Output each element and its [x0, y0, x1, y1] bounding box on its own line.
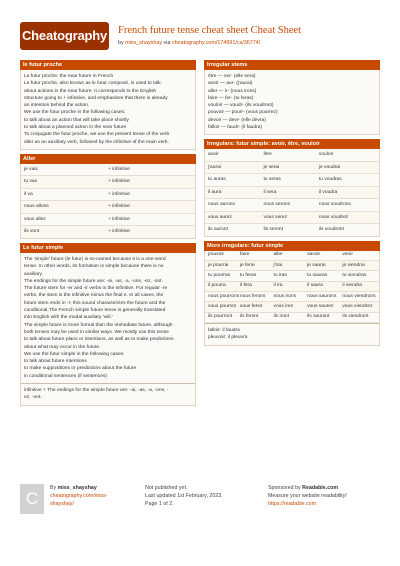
table-cell: + infinitive	[108, 166, 130, 172]
section-futur-proche	[20, 60, 196, 150]
table-row	[21, 226, 195, 238]
table-row	[205, 212, 379, 225]
table-row	[205, 187, 379, 200]
table-cell: nous voudrez	[318, 214, 349, 220]
text-line: The 'simple' future (le futur) is so-named because it is a one-word	[24, 256, 166, 262]
column-header: venir	[342, 252, 353, 258]
text-line: faire — fer- (tu feras)	[208, 95, 254, 101]
table-cell: + infinitive	[108, 229, 130, 235]
section-heading: Irregular stems	[204, 60, 380, 70]
text-line: structure going to + infinitive, and emphasises that there is already	[24, 95, 168, 101]
footer-author-name: miss_shayshay	[57, 485, 97, 491]
table-cell: il sera	[263, 189, 277, 195]
column-header: faire	[239, 252, 250, 258]
text-line: ez, -ont.	[24, 395, 42, 401]
table-cell: + infinitive	[108, 191, 130, 197]
table-header-row	[205, 149, 379, 162]
column-header: vouloir	[318, 152, 334, 158]
column-header: pouvoir	[208, 252, 225, 258]
right-column	[204, 60, 380, 350]
text-line: pouvoir — pourr- (vous pourrez)	[208, 110, 278, 116]
table-cell: nous viendrons	[342, 293, 376, 299]
table-row	[205, 162, 379, 175]
left-column	[20, 60, 196, 410]
section-more-irregulars	[204, 241, 380, 346]
footer-by-label: By	[50, 485, 58, 491]
table-cell: tu auras	[208, 177, 226, 183]
table-cell: je saurai	[307, 262, 326, 268]
text-line: to talk about an action that will take place shortly	[24, 117, 129, 123]
table-cell: il pourra	[208, 283, 226, 289]
table-row	[205, 199, 379, 212]
table-row	[21, 189, 195, 202]
section-body	[20, 253, 196, 406]
section-heading: le futur proche	[20, 60, 196, 70]
section-heading: Aller	[20, 154, 196, 164]
table-cell: tu vas	[24, 179, 38, 185]
irregular-five-table	[204, 251, 380, 346]
table-cell: tu sauras	[307, 272, 328, 278]
byline-prefix: by	[118, 40, 126, 46]
table-row	[205, 271, 379, 281]
table-cell: j'aurai	[208, 164, 221, 170]
table-cell: tu voudras	[318, 177, 342, 183]
table-cell: nous ferons	[239, 293, 266, 299]
table-cell: vous irez	[273, 303, 294, 309]
byline-via: via	[162, 40, 172, 46]
text-line: auxiliary.	[24, 271, 43, 277]
section-heading: Irregulars: futur simple: avoir, être, vouloir	[204, 139, 380, 149]
table-cell: nous aurons	[208, 202, 235, 208]
table-row	[21, 201, 195, 214]
table-cell: ils voudront	[318, 227, 344, 233]
footer-author-line	[50, 484, 97, 492]
text-line: tense. In other words, its formation is simple because there is no	[24, 264, 164, 270]
page-title: French future tense cheat sheet Cheat Sheet	[118, 25, 302, 36]
sponsor-url-link[interactable]: https://readable.com	[268, 501, 316, 507]
text-line: into English with the modal auxiliary 'will.'	[24, 315, 113, 321]
text-line: infinitive + The endings for the simple future are: -ai, -as, -a, -ons, -	[24, 388, 169, 394]
text-line: Le futur proche, also known as le futur composé, is used to talk	[24, 81, 161, 87]
table-cell: ils viendront	[342, 314, 369, 320]
text-line: to talk about future plans or intentions, as well as to make predictions	[24, 337, 174, 343]
table-cell: je ferai	[239, 262, 255, 268]
irregular-three-table	[204, 149, 380, 237]
table-cell: j'irai	[273, 262, 283, 268]
sponsor-tagline: Measure your website readability!	[268, 493, 347, 499]
table-cell: il viendra	[342, 283, 362, 289]
text-line: devoir — devr- (elle devra)	[208, 117, 266, 123]
column-header: savoir	[307, 252, 321, 258]
author-profile-link-cont[interactable]: shayshay/	[50, 501, 74, 507]
table-cell: vous allez	[24, 216, 46, 222]
text-line: falloir — faudr- (il faudra)	[208, 125, 263, 131]
page-number: Page 1 of 2.	[145, 501, 174, 507]
text-line: falloir: il faudra	[208, 327, 240, 333]
section-futur-simple	[20, 243, 196, 406]
section-irregulars-avoir-etre-vouloir	[204, 139, 380, 237]
text-line: about what may occur in the future.	[24, 344, 101, 350]
author-avatar[interactable]: C	[20, 484, 44, 514]
aller-table	[20, 164, 196, 239]
table-cell: ils pourront	[208, 314, 233, 320]
table-cell: nous pourrons	[208, 293, 240, 299]
table-row	[205, 313, 379, 323]
table-row	[205, 224, 379, 236]
table-cell: il saura	[307, 283, 323, 289]
text-line: Le futur proche: the near future in French	[24, 74, 114, 79]
table-cell: vous viendrez	[342, 303, 373, 309]
table-cell: je vais	[24, 166, 38, 172]
table-cell: nous voudrons	[318, 202, 351, 208]
table-cell: + infinitive	[108, 216, 130, 222]
formula-note	[21, 383, 195, 405]
sponsor-line	[268, 484, 338, 492]
section-aller	[20, 154, 196, 239]
text-line: avoir — aur- (j'aurai)	[208, 81, 253, 87]
table-cell: vous ferez	[239, 303, 263, 309]
text-line: être — ser- (elle sera)	[208, 74, 256, 79]
table-row	[21, 214, 195, 227]
table-cell: il fera	[239, 283, 252, 289]
last-updated: Last updated 1st February, 2023.	[145, 493, 223, 499]
extra-irregulars	[205, 323, 379, 345]
text-line: The simple future is more formal than the immediate future, although	[24, 322, 173, 328]
text-line: We use the futur simple in the following cases:	[24, 351, 125, 357]
text-line: aller — ir- (nous irons)	[208, 88, 257, 94]
table-cell: ils sauront	[307, 314, 330, 320]
sheet-url-link[interactable]: cheatography.com/174991/cs/36774/	[171, 40, 261, 46]
table-cell: il ira	[273, 283, 283, 289]
text-line: To conjugate the futur proche, we use the present tense of the verb	[24, 132, 170, 138]
page-footer	[0, 484, 400, 524]
text-block	[21, 253, 195, 383]
section-heading: More irregulars: futur simple	[204, 241, 380, 251]
table-cell: il voudra	[318, 189, 338, 195]
table-row	[205, 302, 379, 312]
text-line: both tenses may be used in similar ways. We mostly use this tense	[24, 329, 169, 335]
table-cell: ils seront	[263, 227, 284, 233]
table-row	[205, 292, 379, 302]
table-cell: tu feras	[239, 272, 257, 278]
table-cell: nous irons	[273, 293, 297, 299]
text-line: We use the futur proche in the following cases:	[24, 110, 126, 116]
author-profile-link[interactable]: cheatography.com/miss-	[50, 493, 108, 499]
text-line: aller as an auxiliary verb, followed by the infinitive of the main verb.	[24, 139, 169, 145]
table-cell: il aura	[208, 189, 222, 195]
table-cell: je viendrai	[342, 262, 365, 268]
table-row	[21, 164, 195, 177]
table-cell: tu iras	[273, 272, 287, 278]
table-row	[205, 282, 379, 292]
text-line: about actions in the near future. It corresponds to the English	[24, 88, 157, 94]
table-cell: tu pourras	[208, 272, 231, 278]
table-header-row	[205, 251, 379, 261]
published-status: Not published yet.	[145, 485, 188, 491]
page-header	[0, 0, 400, 52]
table-cell: + infinitive	[108, 179, 130, 185]
table-cell: ils iront	[273, 314, 289, 320]
table-cell: + infinitive	[108, 204, 130, 210]
table-cell: tu viendras	[342, 272, 367, 278]
table-cell: il va	[24, 191, 33, 197]
column-header: avoir	[208, 152, 219, 158]
table-row	[205, 261, 379, 271]
cheatography-logo[interactable]: Cheatography	[20, 22, 109, 50]
table-cell: ils vont	[24, 229, 40, 235]
table-cell: je pourrai	[208, 262, 229, 268]
column-header: être	[263, 152, 272, 158]
table-cell: je voudrai	[318, 164, 341, 170]
text-line: to talk about a planned action in the near future	[24, 125, 127, 131]
table-cell: vous aurez	[208, 214, 232, 220]
table-cell: vous pourrez	[208, 303, 237, 309]
byline	[118, 40, 260, 46]
text-line: The endings for the simple future are: -ai, -as, -a, -ons, -ez, -ont.	[24, 278, 163, 284]
text-line: future stem ends in -r; this sound characterizes the future and the	[24, 300, 166, 306]
text-line: The future stem for -er and -ir verbs is the infinitive. For regular -re	[24, 286, 168, 292]
table-cell: ils auront	[208, 227, 228, 233]
section-heading: Le futur simple	[20, 243, 196, 253]
table-cell: nous serons	[263, 202, 291, 208]
text-line: to make suppositions or predictions about the future	[24, 366, 137, 372]
table-cell: ils feront	[239, 314, 259, 320]
table-cell: vous serez	[263, 214, 288, 220]
table-cell: vous saurez	[307, 303, 334, 309]
author-link[interactable]: miss_shayshay	[125, 40, 163, 46]
text-line: to talk about future intentions	[24, 359, 87, 365]
table-cell: je serai	[263, 164, 280, 170]
text-line: verbs, the stem is the infinitive minus the final e. In all cases, the	[24, 293, 164, 299]
section-irregular-stems	[204, 60, 380, 135]
table-row	[205, 174, 379, 187]
sponsor-prefix: Sponsored by	[268, 485, 303, 491]
table-cell: nous allons	[24, 204, 49, 210]
text-line: pleuvoir: il pleuvra	[208, 335, 248, 341]
section-body	[204, 70, 380, 135]
text-line: an intention behind the action.	[24, 103, 90, 109]
table-cell: tu seras	[263, 177, 281, 183]
text-line: in conditional sentences (if sentences)	[24, 373, 107, 379]
table-row	[21, 176, 195, 189]
table-cell: nous saurons	[307, 293, 337, 299]
sponsor-name[interactable]: Readable.com	[302, 485, 339, 491]
section-body	[20, 70, 196, 150]
text-line: vouloir — voudr- (ils voudront)	[208, 103, 274, 109]
text-line: conditional.The French simple future tense is generally translated	[24, 308, 166, 314]
column-header: aller	[273, 252, 283, 258]
